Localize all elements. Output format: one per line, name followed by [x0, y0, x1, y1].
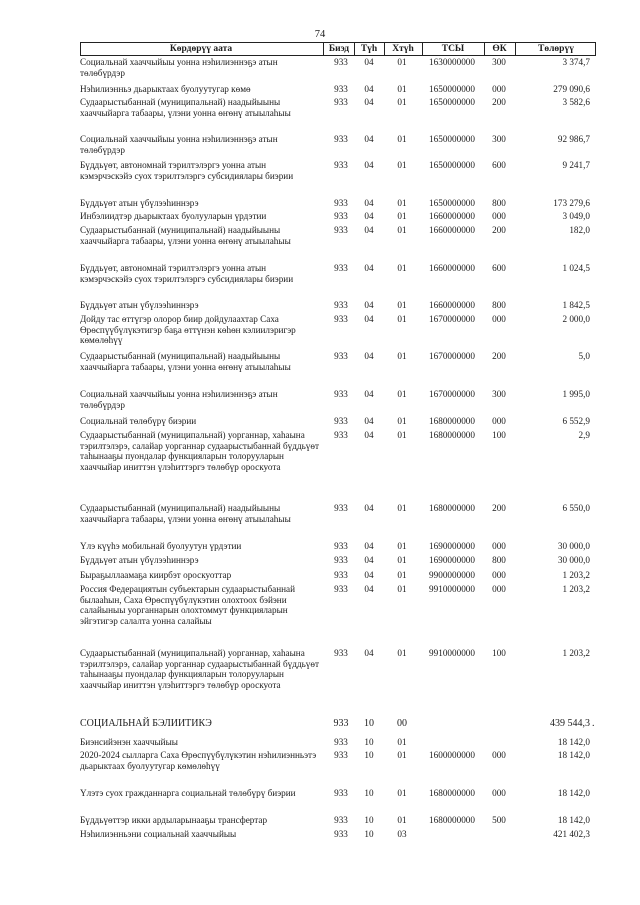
row-name: Быраҕыллаамаҕа киирбэт ороскуоттар [80, 570, 232, 580]
row-tuh: 04 [364, 57, 374, 67]
row-tuh: 10 [364, 750, 374, 760]
row-khtuh: 01 [397, 750, 407, 760]
row-khtuh: 01 [397, 97, 407, 107]
row-ok: 000 [492, 211, 506, 221]
row-biezd: 933 [334, 750, 348, 760]
row-tuh: 04 [364, 430, 374, 440]
row-amount: 182,0 [569, 225, 590, 235]
row-khtuh: 01 [397, 788, 407, 798]
row-khtuh: 01 [397, 57, 407, 67]
row-tuh: 04 [364, 389, 374, 399]
row-tsy: 1680000000 [429, 788, 475, 798]
row-amount: 18 142,0 [557, 750, 590, 760]
row-tsy: 1660000000 [429, 225, 475, 235]
row-amount: 18 142,0 [557, 737, 590, 747]
row-khtuh: 01 [397, 300, 407, 310]
row-khtuh: 01 [397, 389, 407, 399]
row-name: Судаарыстыбаннай (муниципальнай) наадыйыыны хааччыйарга табаары, үлэни уонна өҥөнү атыылаһыы [80, 351, 291, 372]
row-khtuh: 00 [397, 718, 407, 729]
page-number: 74 [314, 29, 326, 40]
row-amount: 30 000,0 [557, 541, 590, 551]
row-amount: 1 203,2 [562, 570, 590, 580]
row-biezd: 933 [334, 430, 348, 440]
row-tsy: 1650000000 [429, 97, 475, 107]
row-khtuh: 01 [397, 416, 407, 426]
row-tsy: 9900000000 [429, 570, 475, 580]
row-tuh: 10 [364, 737, 374, 747]
row-khtuh: 01 [397, 584, 407, 594]
row-khtuh: 01 [397, 263, 407, 273]
row-tuh: 04 [364, 351, 374, 361]
row-biezd: 933 [334, 555, 348, 565]
row-amount: 30 000,0 [557, 555, 590, 565]
row-tsy: 1630000000 [429, 57, 475, 67]
row-amount: 3 582,6 [562, 97, 590, 107]
row-khtuh: 01 [397, 503, 407, 513]
row-ok: 800 [492, 555, 506, 565]
row-biezd: 933 [333, 718, 349, 729]
row-amount: 6 552,9 [562, 416, 590, 426]
row-biezd: 933 [334, 351, 348, 361]
row-biezd: 933 [334, 648, 348, 658]
row-khtuh: 01 [397, 225, 407, 235]
row-tuh: 10 [364, 718, 374, 729]
row-ok: 000 [492, 788, 506, 798]
row-amount: 3 049,0 [562, 211, 590, 221]
row-name: Биэнсийэнэн хааччыйыы [80, 737, 178, 747]
header-biezd: Биэд [328, 44, 350, 54]
row-name: Судаарыстыбаннай (муниципальнай) уорганнар, хаһаына тэрилтэлэрэ, салайар уорганнар судаарыстыбаннай бүддьүөт таһынааҕы пуондалар функцияларын толорууларын хааччыйар иниттэн үлэһиттэргэ төлөбүр ороскуота [80, 648, 320, 690]
row-tuh: 04 [364, 541, 374, 551]
row-tuh: 10 [364, 815, 374, 825]
row-ok: 500 [492, 815, 506, 825]
row-amount: 1 203,2 [562, 584, 590, 594]
row-amount: 92 986,7 [557, 134, 590, 144]
row-tsy: 1690000000 [429, 555, 475, 565]
row-amount: 439 544,3 [550, 718, 590, 729]
row-ok: 000 [492, 314, 506, 324]
row-amount: 1 995,0 [562, 389, 590, 399]
row-biezd: 933 [334, 416, 348, 426]
row-name: Бүддьүөт атын үбүлээһиннэрэ [80, 555, 199, 565]
row-biezd: 933 [334, 584, 348, 594]
row-biezd: 933 [334, 211, 348, 221]
row-tuh: 04 [364, 84, 374, 94]
row-tuh: 04 [364, 198, 374, 208]
row-amount: 18 142,0 [557, 788, 590, 798]
header-amount: Төлөрүү [538, 44, 574, 54]
row-tsy: 1670000000 [429, 314, 475, 324]
row-ok: 000 [492, 750, 506, 760]
row-name: Бүддьүөт атын үбүлээһиннэрэ [80, 300, 199, 310]
row-biezd: 933 [334, 300, 348, 310]
row-name: Судаарыстыбаннай (муниципальнай) наадыйыыны хааччыйарга табаары, үлэни уонна өҥөнү атыылаһыы [80, 225, 291, 246]
row-tuh: 10 [364, 788, 374, 798]
row-biezd: 933 [334, 57, 348, 67]
row-tuh: 04 [364, 314, 374, 324]
row-tsy: 1680000000 [429, 430, 475, 440]
row-biezd: 933 [334, 570, 348, 580]
row-biezd: 933 [334, 788, 348, 798]
row-khtuh: 01 [397, 737, 407, 747]
row-tuh: 04 [364, 300, 374, 310]
row-tsy: 1600000000 [429, 750, 475, 760]
row-khtuh: 01 [397, 815, 407, 825]
row-name: Нэһилиэнньэни социальнай хааччыйыы [80, 829, 237, 839]
row-ok: 200 [492, 225, 506, 235]
row-khtuh: 01 [397, 648, 407, 658]
row-biezd: 933 [334, 198, 348, 208]
row-tuh: 04 [364, 225, 374, 235]
row-tuh: 04 [364, 570, 374, 580]
row-name: Дойду тас өттүгэр олорор биир дойдулаахтар Саха Өрөспүүбүлүкэтигэр баҕа өттүнэн көһөн кэлиилэригэр көмөлөһүү [80, 314, 296, 346]
row-biezd: 933 [334, 263, 348, 273]
header-khtuh: Хтүһ [392, 44, 414, 54]
header-ok: ӨК [492, 44, 507, 54]
row-ok: 200 [492, 351, 506, 361]
row-amount: 2 000,0 [562, 314, 590, 324]
row-tuh: 10 [364, 829, 374, 839]
row-name: Инбэлиидтэр дьарыктаах буолууларын үрдэтии [80, 211, 267, 221]
row-khtuh: 01 [397, 541, 407, 551]
row-ok: 000 [492, 541, 506, 551]
row-name: Судаарыстыбаннай (муниципальнай) наадыйыыны хааччыйарга табаары, үлэни уонна өҥөнү атыылаһыы [80, 503, 291, 524]
row-tuh: 04 [364, 134, 374, 144]
row-tuh: 04 [364, 160, 374, 170]
row-ok: 300 [492, 134, 506, 144]
row-ok: 000 [492, 84, 506, 94]
row-tsy: 1680000000 [429, 503, 475, 513]
row-ok: 200 [492, 503, 506, 513]
row-tsy: 1670000000 [429, 389, 475, 399]
row-biezd: 933 [334, 134, 348, 144]
row-name: Нэһилиэнньэ дьарыктаах буолуутугар көмө [80, 84, 251, 94]
row-name: Бүддьүөт, автономнай тэрилтэлэргэ уонна атын кэмэрчэскэйэ суох тэрилтэлэргэ субсидиялары биэрии [80, 160, 294, 181]
row-biezd: 933 [334, 829, 348, 839]
row-khtuh: 01 [397, 430, 407, 440]
row-amount: 173 279,6 [553, 198, 590, 208]
row-tsy: 1660000000 [429, 211, 475, 221]
row-name: Социальнай төлөбүрү биэрии [80, 416, 197, 426]
row-name: Социальнай хааччыйыы уонна нэһилиэннэҕэ атын төлөбүрдэр [80, 389, 278, 410]
row-name: Социальнай хааччыйыы уонна нэһилиэннэҕэ атын төлөбүрдэр [80, 134, 278, 155]
row-tuh: 04 [364, 97, 374, 107]
row-biezd: 933 [334, 503, 348, 513]
row-ok: 300 [492, 57, 506, 67]
header-tsy: ТСЫ [441, 44, 465, 54]
row-tuh: 04 [364, 555, 374, 565]
row-biezd: 933 [334, 84, 348, 94]
row-amount: 9 241,7 [562, 160, 590, 170]
row-amount: 18 142,0 [557, 815, 590, 825]
row-ok: 600 [492, 263, 506, 273]
row-tuh: 04 [364, 416, 374, 426]
row-tsy: 9910000000 [429, 584, 475, 594]
row-tsy: 1690000000 [429, 541, 475, 551]
row-tsy: 1650000000 [429, 84, 475, 94]
row-amount: 3 374,7 [562, 57, 590, 67]
row-khtuh: 03 [397, 829, 407, 839]
row-ok: 100 [492, 430, 506, 440]
row-tuh: 04 [364, 503, 374, 513]
row-tsy: 1680000000 [429, 416, 475, 426]
row-tsy: 1670000000 [429, 351, 475, 361]
row-amount: 421 402,3 [553, 829, 590, 839]
margin-mark: . [592, 718, 595, 729]
row-ok: 000 [492, 416, 506, 426]
row-biezd: 933 [334, 314, 348, 324]
row-ok: 300 [492, 389, 506, 399]
row-biezd: 933 [334, 389, 348, 399]
row-tsy: 1650000000 [429, 134, 475, 144]
row-biezd: 933 [334, 97, 348, 107]
row-khtuh: 01 [397, 211, 407, 221]
row-amount: 2,9 [578, 430, 590, 440]
row-name: 2020-2024 сылларга Саха Өрөспүүбүлүкэтин нэһилиэнньэтэ дьарыктаах буолуутугар көмөлөһүү [80, 750, 317, 771]
row-name: Социальнай хааччыйыы уонна нэһилиэннэҕэ атын төлөбүрдэр [80, 57, 278, 78]
row-name: Үлэ күүһэ мобильнай буолуутун үрдэтии [80, 541, 242, 551]
row-ok: 800 [492, 198, 506, 208]
row-khtuh: 01 [397, 84, 407, 94]
row-tsy: 1660000000 [429, 263, 475, 273]
row-biezd: 933 [334, 541, 348, 551]
row-name: Судаарыстыбаннай (муниципальнай) наадыйыыны хааччыйарга табаары, үлэни уонна өҥөнү атыылаһыы [80, 97, 291, 118]
row-amount: 6 550,0 [562, 503, 590, 513]
row-khtuh: 01 [397, 314, 407, 324]
row-biezd: 933 [334, 815, 348, 825]
row-ok: 100 [492, 648, 506, 658]
row-khtuh: 01 [397, 134, 407, 144]
row-tsy: 1660000000 [429, 300, 475, 310]
row-name: СОЦИАЛЬНАЙ БЭЛИИТИКЭ [80, 718, 212, 729]
row-tuh: 04 [364, 211, 374, 221]
row-name: Бүддьүөттэр икки ардыларынааҕы трансфертар [80, 815, 268, 825]
row-khtuh: 01 [397, 351, 407, 361]
row-ok: 800 [492, 300, 506, 310]
header-tuh: Түһ [360, 44, 378, 54]
row-tuh: 04 [364, 648, 374, 658]
table-header [80, 42, 596, 56]
row-amount: 1 842,5 [562, 300, 590, 310]
row-tsy: 1650000000 [429, 160, 475, 170]
row-name: Бүддьүөт, автономнай тэрилтэлэргэ уонна атын кэмэрчэскэйэ суох тэрилтэлэргэ субсидиялары биэрии [80, 263, 294, 284]
row-khtuh: 01 [397, 555, 407, 565]
row-tsy: 9910000000 [429, 648, 475, 658]
row-amount: 1 024,5 [562, 263, 590, 273]
row-amount: 5,0 [578, 351, 590, 361]
row-khtuh: 01 [397, 198, 407, 208]
row-tsy: 1680000000 [429, 815, 475, 825]
row-amount: 279 090,6 [553, 84, 590, 94]
row-tuh: 04 [364, 584, 374, 594]
row-tuh: 04 [364, 263, 374, 273]
row-ok: 000 [492, 584, 506, 594]
row-name: Бүддьүөт атын үбүлээһиннэрэ [80, 198, 199, 208]
row-khtuh: 01 [397, 570, 407, 580]
row-ok: 000 [492, 570, 506, 580]
row-name: Россия Федерациятын субъектарын судаарыстыбаннай былааһын, Саха Өрөспүүбүлүкэтин олохтоох бэйэни салайыныы уорганнарын олохтоммут функцияларын эйгэтигэр салалта уонна салайыы [80, 584, 296, 626]
row-name: Үлэтэ суох гражданнарга социальнай төлөбүрү биэрии [80, 788, 296, 798]
row-biezd: 933 [334, 160, 348, 170]
row-biezd: 933 [334, 737, 348, 747]
row-name: Судаарыстыбаннай (муниципальнай) уорганнар, хаһаына тэрилтэлэрэ, салайар уорганнар судаарыстыбаннай бүддьүөт таһынааҕы пуондалар функцияларын толорууларын хааччыйар иниттэн үлэһиттэргэ төлөбүр ороскуота [80, 430, 320, 472]
row-khtuh: 01 [397, 160, 407, 170]
row-tsy: 1650000000 [429, 198, 475, 208]
row-biezd: 933 [334, 225, 348, 235]
header-name: Көрдөрүү аата [169, 44, 233, 54]
row-ok: 200 [492, 97, 506, 107]
row-ok: 600 [492, 160, 506, 170]
row-amount: 1 203,2 [562, 648, 590, 658]
